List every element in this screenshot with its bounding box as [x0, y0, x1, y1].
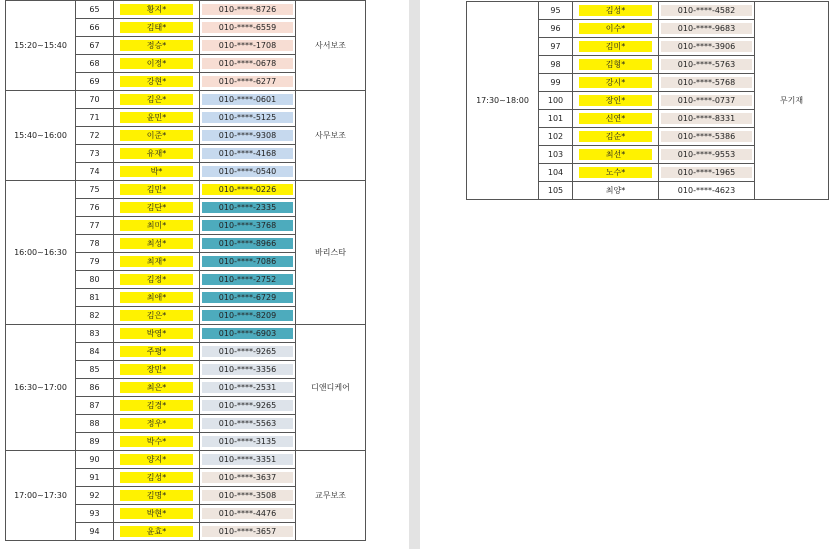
phone-number: 010-****-5386	[661, 131, 752, 142]
job-role: 디앤디케어	[296, 325, 366, 451]
row-number: 73	[76, 145, 114, 163]
row-number: 93	[76, 505, 114, 523]
row-number: 104	[539, 164, 573, 182]
phone-cell	[659, 74, 755, 92]
row-number: 91	[76, 469, 114, 487]
volunteer-name: 박수*	[120, 436, 193, 447]
row-number: 99	[539, 74, 573, 92]
phone-cell	[659, 146, 755, 164]
phone-cell	[200, 271, 296, 289]
row-number: 97	[539, 38, 573, 56]
phone-number: 010-****-4582	[661, 5, 752, 16]
job-role: 무기재	[755, 2, 829, 200]
phone-number: 010-****-8209	[202, 310, 293, 321]
volunteer-name: 김미*	[579, 41, 652, 52]
row-number: 89	[76, 433, 114, 451]
name-cell	[573, 56, 659, 74]
phone-number: 010-****-8726	[202, 4, 293, 15]
name-cell	[114, 523, 200, 541]
phone-cell	[200, 37, 296, 55]
time-slot: 16:30~17:00	[6, 325, 76, 451]
volunteer-name: 최은*	[120, 382, 193, 393]
name-cell	[114, 217, 200, 235]
phone-cell	[200, 91, 296, 109]
name-cell	[114, 145, 200, 163]
phone-cell	[200, 55, 296, 73]
volunteer-name: 양지*	[120, 454, 193, 465]
phone-number: 010-****-0226	[202, 184, 293, 195]
name-cell	[114, 469, 200, 487]
phone-number: 010-****-3356	[202, 364, 293, 375]
phone-cell	[200, 289, 296, 307]
volunteer-name: 최선*	[579, 149, 652, 160]
phone-cell	[200, 253, 296, 271]
name-cell	[573, 182, 659, 200]
phone-cell	[659, 38, 755, 56]
row-number: 102	[539, 128, 573, 146]
phone-number: 010-****-1965	[661, 167, 752, 178]
phone-number: 010-****-9683	[661, 23, 752, 34]
phone-number: 010-****-5125	[202, 112, 293, 123]
time-slot: 17:30~18:00	[467, 2, 539, 200]
name-cell	[114, 37, 200, 55]
table-row	[6, 1, 366, 19]
job-role: 사무보조	[296, 91, 366, 181]
volunteer-name: 최양*	[605, 186, 626, 195]
phone-cell	[200, 145, 296, 163]
phone-cell	[200, 325, 296, 343]
phone-number: 010-****-3768	[202, 220, 293, 231]
phone-number: 010-****-5563	[202, 418, 293, 429]
row-number: 77	[76, 217, 114, 235]
document-page-left	[0, 0, 409, 549]
volunteer-name: 강현*	[120, 76, 193, 87]
volunteer-name: 이준*	[120, 130, 193, 141]
row-number: 86	[76, 379, 114, 397]
table-row	[467, 2, 829, 20]
phone-cell	[200, 343, 296, 361]
row-number: 100	[539, 92, 573, 110]
volunteer-name: 김순*	[579, 131, 652, 142]
name-cell	[573, 146, 659, 164]
phone-cell	[659, 92, 755, 110]
name-cell	[573, 74, 659, 92]
phone-number: 010-****-3135	[202, 436, 293, 447]
schedule-table-right	[466, 1, 829, 200]
volunteer-name: 김경*	[120, 400, 193, 411]
volunteer-name: 김은*	[120, 94, 193, 105]
name-cell	[114, 19, 200, 37]
row-number: 105	[539, 182, 573, 200]
row-number: 79	[76, 253, 114, 271]
phone-cell	[200, 433, 296, 451]
phone-number: 010-****-3657	[202, 526, 293, 537]
phone-number: 010-****-0678	[202, 58, 293, 69]
volunteer-name: 이정*	[120, 58, 193, 69]
row-number: 76	[76, 199, 114, 217]
phone-cell	[659, 110, 755, 128]
volunteer-name: 신연*	[579, 113, 652, 124]
phone-cell	[200, 127, 296, 145]
phone-number: 010-****-9553	[661, 149, 752, 160]
table-row	[6, 451, 366, 469]
job-role: 교무보조	[296, 451, 366, 541]
row-number: 65	[76, 1, 114, 19]
time-slot: 15:40~16:00	[6, 91, 76, 181]
phone-number: 010-****-5768	[661, 77, 752, 88]
volunteer-name: 김정*	[120, 274, 193, 285]
name-cell	[114, 253, 200, 271]
name-cell	[114, 271, 200, 289]
volunteer-name: 장민*	[120, 364, 193, 375]
phone-cell	[200, 199, 296, 217]
name-cell	[573, 2, 659, 20]
name-cell	[114, 1, 200, 19]
phone-number: 010-****-6559	[202, 22, 293, 33]
phone-cell	[200, 1, 296, 19]
row-number: 96	[539, 20, 573, 38]
row-number: 66	[76, 19, 114, 37]
volunteer-name: 최성*	[120, 238, 193, 249]
phone-number: 010-****-7086	[202, 256, 293, 267]
volunteer-name: 황지*	[120, 4, 193, 15]
time-slot: 16:00~16:30	[6, 181, 76, 325]
phone-cell	[200, 415, 296, 433]
phone-cell	[200, 487, 296, 505]
name-cell	[114, 73, 200, 91]
phone-cell	[200, 469, 296, 487]
volunteer-name: 정우*	[120, 418, 193, 429]
phone-number: 010-****-4623	[677, 186, 736, 195]
name-cell	[114, 505, 200, 523]
name-cell	[573, 164, 659, 182]
volunteer-name: 박현*	[120, 508, 193, 519]
name-cell	[114, 199, 200, 217]
name-cell	[573, 92, 659, 110]
row-number: 82	[76, 307, 114, 325]
row-number: 67	[76, 37, 114, 55]
document-page-right	[420, 0, 835, 549]
table-row	[6, 325, 366, 343]
row-number: 95	[539, 2, 573, 20]
phone-cell	[200, 451, 296, 469]
phone-number: 010-****-3637	[202, 472, 293, 483]
phone-number: 010-****-2531	[202, 382, 293, 393]
name-cell	[114, 415, 200, 433]
phone-number: 010-****-3906	[661, 41, 752, 52]
time-slot: 15:20~15:40	[6, 1, 76, 91]
phone-cell	[200, 505, 296, 523]
table-row	[6, 91, 366, 109]
volunteer-name: 김성*	[120, 472, 193, 483]
row-number: 98	[539, 56, 573, 74]
row-number: 71	[76, 109, 114, 127]
volunteer-name: 주평*	[120, 346, 193, 357]
phone-cell	[659, 20, 755, 38]
phone-cell	[200, 523, 296, 541]
volunteer-name: 이수*	[579, 23, 652, 34]
phone-number: 010-****-8966	[202, 238, 293, 249]
name-cell	[114, 361, 200, 379]
volunteer-name: 박영*	[120, 328, 193, 339]
phone-cell	[200, 235, 296, 253]
name-cell	[114, 289, 200, 307]
phone-number: 010-****-3508	[202, 490, 293, 501]
volunteer-name: 장인*	[579, 95, 652, 106]
phone-number: 010-****-6729	[202, 292, 293, 303]
name-cell	[114, 109, 200, 127]
name-cell	[114, 163, 200, 181]
name-cell	[114, 307, 200, 325]
volunteer-name: 김민*	[120, 184, 193, 195]
row-number: 94	[76, 523, 114, 541]
phone-number: 010-****-0601	[202, 94, 293, 105]
volunteer-name: 최미*	[120, 220, 193, 231]
table-row	[6, 181, 366, 199]
phone-cell	[200, 217, 296, 235]
phone-number: 010-****-9308	[202, 130, 293, 141]
row-number: 72	[76, 127, 114, 145]
volunteer-name: 김성*	[579, 5, 652, 16]
volunteer-name: 김형*	[579, 59, 652, 70]
volunteer-name: 강시*	[579, 77, 652, 88]
phone-number: 010-****-2335	[202, 202, 293, 213]
phone-number: 010-****-6903	[202, 328, 293, 339]
row-number: 85	[76, 361, 114, 379]
row-number: 75	[76, 181, 114, 199]
phone-cell	[659, 164, 755, 182]
phone-number: 010-****-1708	[202, 40, 293, 51]
time-slot: 17:00~17:30	[6, 451, 76, 541]
volunteer-name: 정승*	[120, 40, 193, 51]
phone-cell	[659, 56, 755, 74]
volunteer-name: 노수*	[579, 167, 652, 178]
row-number: 103	[539, 146, 573, 164]
row-number: 87	[76, 397, 114, 415]
phone-cell	[200, 361, 296, 379]
name-cell	[114, 235, 200, 253]
name-cell	[573, 110, 659, 128]
phone-cell	[200, 379, 296, 397]
job-role: 바리스타	[296, 181, 366, 325]
volunteer-name: 윤민*	[120, 112, 193, 123]
phone-cell	[659, 128, 755, 146]
volunteer-name: 박*	[120, 166, 193, 177]
row-number: 101	[539, 110, 573, 128]
name-cell	[114, 55, 200, 73]
row-number: 70	[76, 91, 114, 109]
phone-cell	[659, 182, 755, 200]
volunteer-name: 김명*	[120, 490, 193, 501]
name-cell	[114, 343, 200, 361]
phone-number: 010-****-4168	[202, 148, 293, 159]
name-cell	[114, 91, 200, 109]
volunteer-name: 최애*	[120, 292, 193, 303]
name-cell	[114, 397, 200, 415]
phone-number: 010-****-8331	[661, 113, 752, 124]
name-cell	[573, 20, 659, 38]
volunteer-name: 김단*	[120, 202, 193, 213]
phone-number: 010-****-3351	[202, 454, 293, 465]
schedule-table-left	[5, 0, 366, 541]
name-cell	[114, 451, 200, 469]
row-number: 90	[76, 451, 114, 469]
name-cell	[114, 433, 200, 451]
phone-number: 010-****-0737	[661, 95, 752, 106]
row-number: 78	[76, 235, 114, 253]
name-cell	[114, 325, 200, 343]
phone-cell	[200, 73, 296, 91]
volunteer-name: 유재*	[120, 148, 193, 159]
phone-number: 010-****-9265	[202, 400, 293, 411]
phone-cell	[200, 397, 296, 415]
volunteer-name: 최재*	[120, 256, 193, 267]
phone-cell	[200, 109, 296, 127]
name-cell	[573, 38, 659, 56]
row-number: 80	[76, 271, 114, 289]
phone-number: 010-****-6277	[202, 76, 293, 87]
row-number: 84	[76, 343, 114, 361]
row-number: 92	[76, 487, 114, 505]
row-number: 74	[76, 163, 114, 181]
phone-cell	[659, 2, 755, 20]
row-number: 81	[76, 289, 114, 307]
phone-number: 010-****-9265	[202, 346, 293, 357]
phone-cell	[200, 19, 296, 37]
name-cell	[114, 127, 200, 145]
phone-number: 010-****-0540	[202, 166, 293, 177]
row-number: 83	[76, 325, 114, 343]
name-cell	[573, 128, 659, 146]
volunteer-name: 김태*	[120, 22, 193, 33]
phone-cell	[200, 307, 296, 325]
row-number: 88	[76, 415, 114, 433]
volunteer-name: 윤효*	[120, 526, 193, 537]
phone-number: 010-****-4476	[202, 508, 293, 519]
name-cell	[114, 379, 200, 397]
row-number: 69	[76, 73, 114, 91]
phone-number: 010-****-5763	[661, 59, 752, 70]
volunteer-name: 김은*	[120, 310, 193, 321]
job-role: 사서보조	[296, 1, 366, 91]
phone-number: 010-****-2752	[202, 274, 293, 285]
name-cell	[114, 487, 200, 505]
row-number: 68	[76, 55, 114, 73]
phone-cell	[200, 181, 296, 199]
phone-cell	[200, 163, 296, 181]
name-cell	[114, 181, 200, 199]
